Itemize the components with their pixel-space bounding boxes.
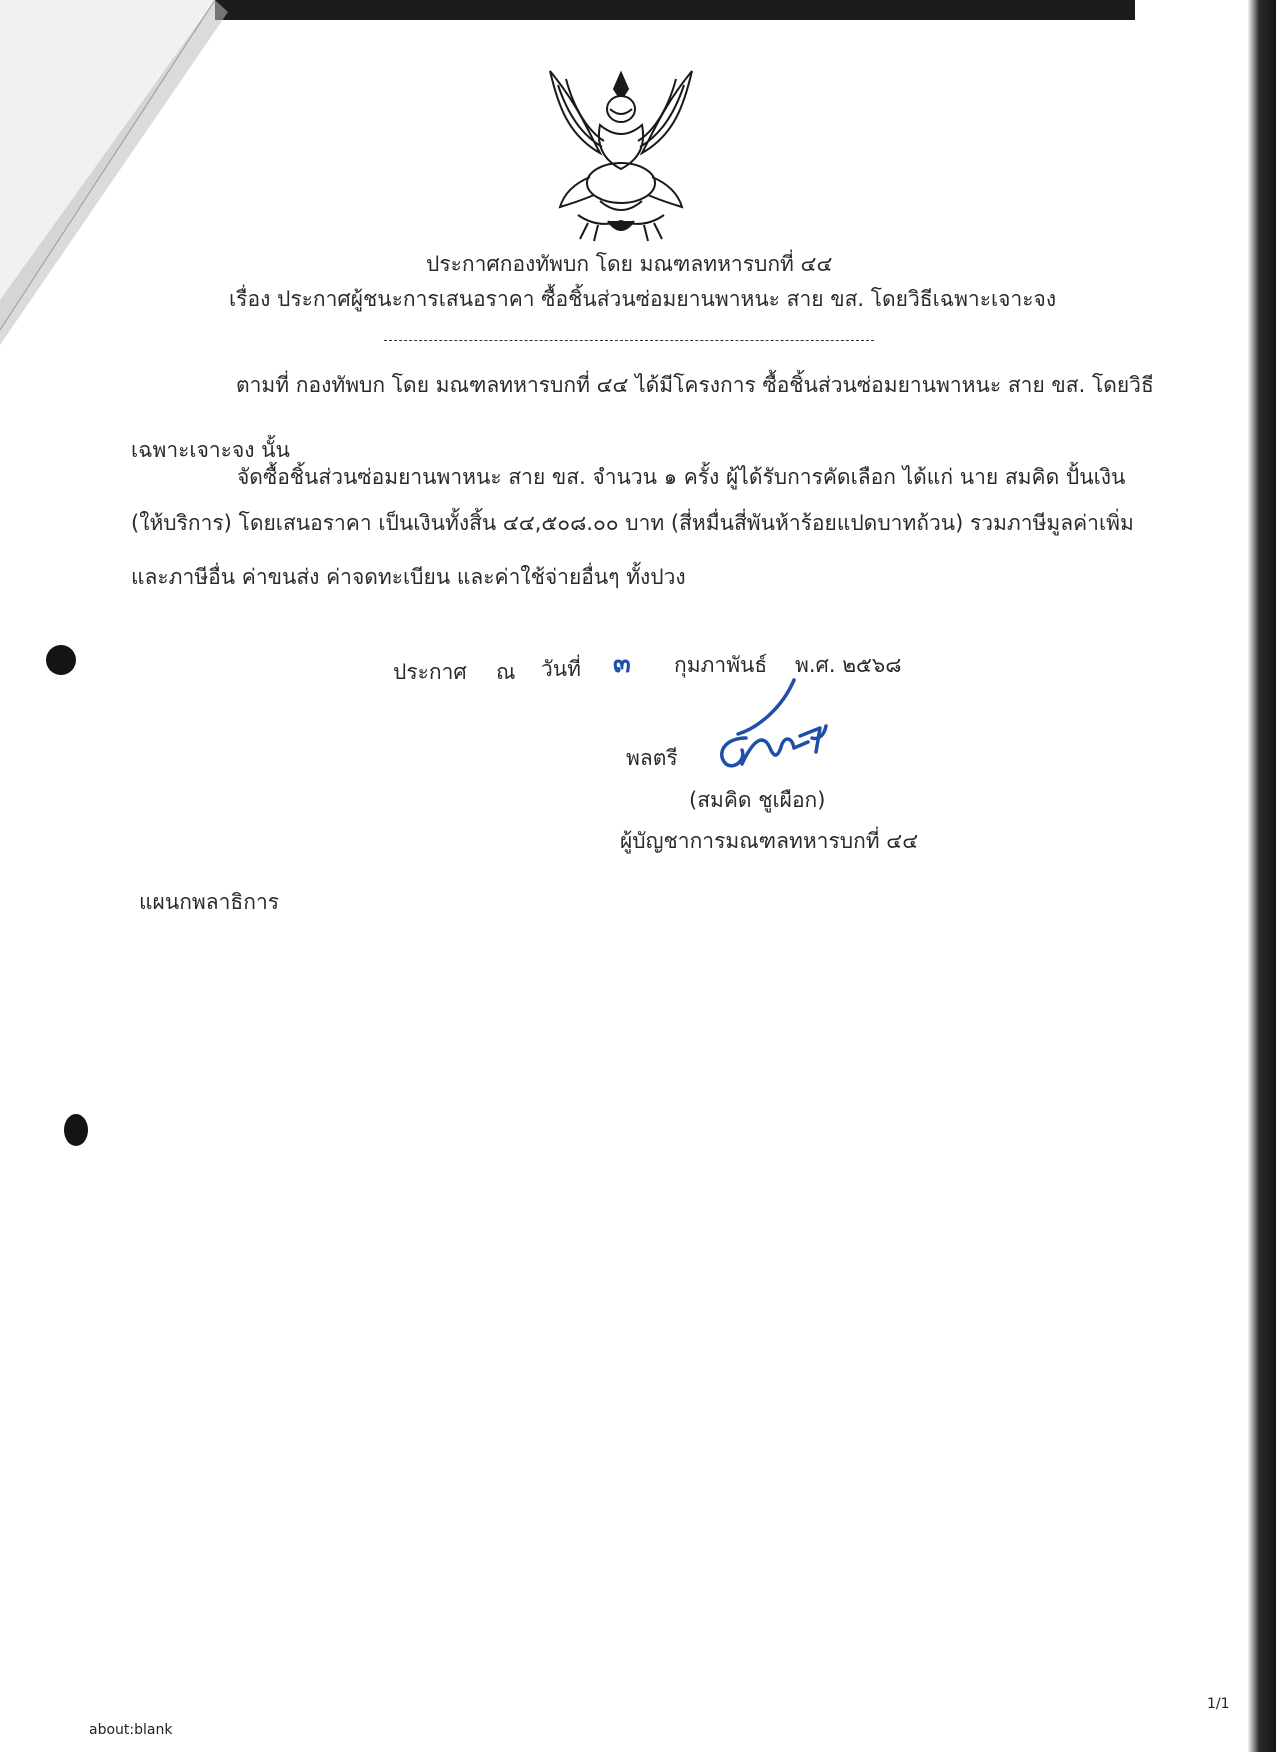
paragraph-2-line-1: จัดซื้อชิ้นส่วนซ่อมยานพาหนะ สาย ขส. จำนวน ๑ ครั้ง ผู้ได้รับการคัดเลือก ได้แก่ นาย สมคิด ปั้นเงิน: [237, 465, 1126, 489]
date-prefix: ประกาศ: [393, 660, 467, 684]
punch-hole-bottom: [64, 1114, 88, 1146]
paragraph-2-line-2: (ให้บริการ) โดยเสนอราคา เป็นเงินทั้งสิ้น ๔๔,๕๐๘.๐๐ บาท (สี่หมื่นสี่พันห้าร้อยแปดบาทถ้วน) รวมภาษีมูลค่าเพิ่ม: [131, 511, 1134, 535]
announcement-subject: เรื่อง ประกาศผู้ชนะการเสนอราคา ซื้อชิ้นส่วนซ่อมยานพาหนะ สาย ขส. โดยวิธีเฉพาะเจาะจง: [229, 287, 1057, 311]
folded-corner: [0, 0, 240, 360]
paragraph-2-line-3: และภาษีอื่น ค่าขนส่ง ค่าจดทะเบียน และค่าใช้จ่ายอื่นๆ ทั้งปวง: [131, 565, 686, 589]
divider-line: [384, 340, 874, 341]
signatory-rank: พลตรี: [626, 746, 678, 770]
scan-top-border: [215, 0, 1135, 20]
date-day-value: ๓: [613, 649, 631, 679]
page-number: 1/1: [1207, 1696, 1230, 1712]
date-year: พ.ศ. ๒๕๖๘: [795, 653, 902, 677]
date-month: กุมภาพันธ์: [674, 653, 768, 677]
signatory-position: ผู้บัญชาการมณฑลทหารบกที่ ๔๔: [620, 829, 919, 853]
paragraph-1-line-2: เฉพาะเจาะจง นั้น: [131, 438, 290, 462]
announcement-title: ประกาศกองทัพบก โดย มณฑลทหารบกที่ ๔๔: [426, 252, 833, 276]
signatory-name: (สมคิด ชูเผือก): [689, 788, 826, 812]
paragraph-1-line-1: ตามที่ กองทัพบก โดย มณฑลทหารบกที่ ๔๔ ได้มีโครงการ ซื้อชิ้นส่วนซ่อมยานพาหนะ สาย ขส. โดยวิธี: [236, 373, 1154, 397]
scan-right-edge: [1248, 0, 1276, 1752]
punch-hole-top: [46, 645, 76, 675]
garuda-emblem: [538, 65, 704, 243]
date-at: ณ: [496, 660, 516, 684]
department-label: แผนกพลาธิการ: [139, 890, 280, 914]
date-day-label: วันที่: [541, 657, 581, 681]
footer-url: about:blank: [89, 1722, 173, 1738]
handwritten-signature: [712, 678, 830, 772]
